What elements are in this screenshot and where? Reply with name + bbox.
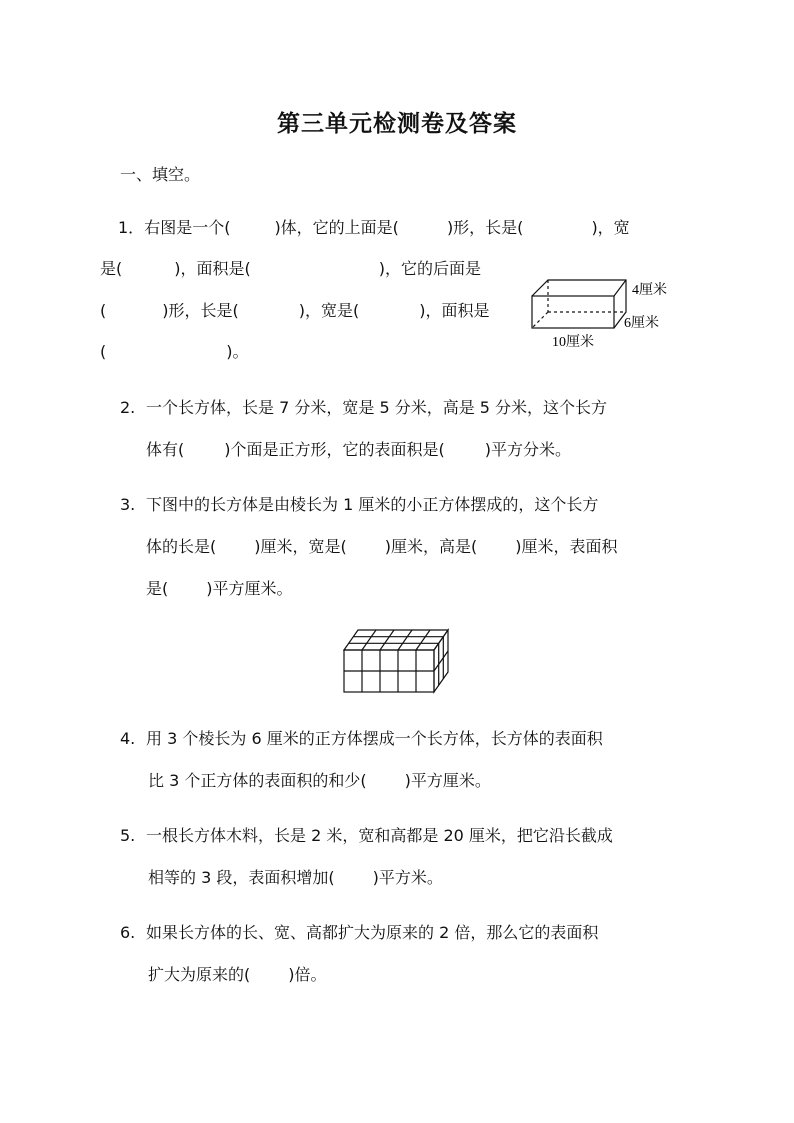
question-4-line-2: 比 3 个正方体的表面积的和少( )平方厘米。 <box>148 771 491 790</box>
question-3-line-2: 体的长是( )厘米，宽是( )厘米，高是( )厘米，表面积 <box>146 537 618 556</box>
question-1-line-3: ( )形，长是( )，宽是( )，面积是 <box>100 301 490 320</box>
length-label: 10厘米 <box>552 335 594 350</box>
question-number: 5. <box>120 826 136 845</box>
cuboid-visible-edges <box>532 280 626 328</box>
question-number: 2. <box>120 398 136 417</box>
question-number: 1． <box>118 218 145 237</box>
question-number: 3. <box>120 495 136 514</box>
height-label: 4厘米 <box>632 283 667 298</box>
question-2-line-1: 2. 一个长方体，长是 7 分米，宽是 5 分米，高是 5 分米，这个长方 <box>120 398 608 417</box>
question-number: 4. <box>120 729 136 748</box>
question-4-line-1: 4. 用 3 个棱长为 6 厘米的正方体摆成一个长方体，长方体的表面积 <box>120 729 603 748</box>
question-1-line-2: 是( )，面积是( )，它的后面是 <box>100 259 481 278</box>
question-2-line-2: 体有( )个面是正方形，它的表面积是( )平方分米。 <box>146 440 571 459</box>
top-face <box>344 630 448 650</box>
question-5-line-1: 5. 一根长方体木料，长是 2 米，宽和高都是 20 厘米，把它沿长截成 <box>120 826 613 845</box>
section-heading: 一、填空。 <box>120 165 201 184</box>
cuboid-figure <box>528 270 708 356</box>
question-3-line-1: 3. 下图中的长方体是由棱长为 1 厘米的小正方体摆成的，这个长方 <box>120 495 599 514</box>
question-5-line-2: 相等的 3 段，表面积增加( )平方米。 <box>148 868 443 887</box>
width-label: 6厘米 <box>624 316 659 331</box>
question-1-line-1: 1．右图是一个( )体，它的上面是( )形，长是( )，宽 <box>118 218 630 237</box>
unit-cube-cuboid-figure <box>343 626 451 694</box>
question-3-line-3: 是( )平方厘米。 <box>146 579 293 598</box>
question-1-line-4: ( )。 <box>100 342 249 361</box>
cuboid-hidden-edges <box>532 280 626 328</box>
question-number: 6. <box>120 923 136 942</box>
page-title: 第三单元检测卷及答案 <box>277 111 517 137</box>
question-6-line-1: 6. 如果长方体的长、宽、高都扩大为原来的 2 倍，那么它的表面积 <box>120 923 599 942</box>
question-6-line-2: 扩大为原来的( )倍。 <box>148 965 327 984</box>
